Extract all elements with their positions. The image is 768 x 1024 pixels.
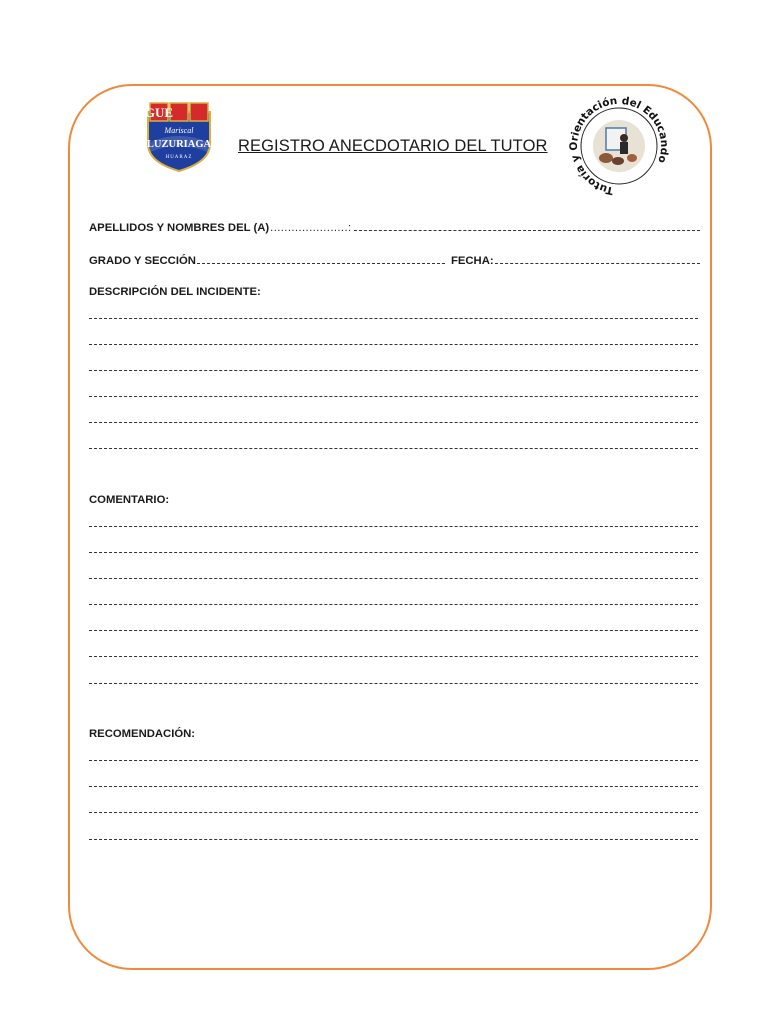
date-line[interactable] [495,263,700,264]
comment-line[interactable] [89,683,698,684]
crest-main-text: LUZURIAGA [146,139,212,150]
crest-bottom-text: HUARAZ [165,155,193,160]
crest-script-text: Mariscal [164,126,194,135]
grade-section-line[interactable] [197,263,445,264]
recommendation-line[interactable] [89,812,698,813]
recommendation-label: RECOMENDACIÓN: [89,728,196,740]
incident-line[interactable] [89,370,698,371]
seal-ring-text: Tutoría y Orientación del Educando [568,94,671,197]
recommendation-line[interactable] [89,786,698,787]
incident-line[interactable] [89,318,698,319]
page-border [68,84,712,970]
comment-line[interactable] [89,604,698,605]
school-crest-icon [144,100,214,172]
comment-line[interactable] [89,526,698,527]
crest-top-text: GUE [144,105,174,120]
comment-line[interactable] [89,578,698,579]
grade-date-row [89,251,700,267]
page-title: REGISTRO ANECDOTARIO DEL TUTOR [238,137,548,155]
incident-line[interactable] [89,448,698,449]
student-name-field[interactable] [89,218,700,234]
incident-line[interactable] [89,344,698,345]
incident-line[interactable] [89,422,698,423]
student-name-line [354,230,700,231]
comment-line[interactable] [89,552,698,553]
comment-label: COMENTARIO: [89,494,170,506]
student-name-dots: ......................: [270,222,352,234]
student-name-label: APELLIDOS Y NOMBRES DEL (A) [89,222,270,234]
comment-line[interactable] [89,630,698,631]
recommendation-line[interactable] [89,839,698,840]
incident-description-label: DESCRIPCIÓN DEL INCIDENTE: [89,286,261,298]
date-label: FECHA: [450,255,494,267]
recommendation-line[interactable] [89,760,698,761]
grade-section-label: GRADO Y SECCIÓN [89,255,196,267]
comment-line[interactable] [89,656,698,657]
incident-line[interactable] [89,396,698,397]
tutoring-seal-icon [562,92,676,200]
